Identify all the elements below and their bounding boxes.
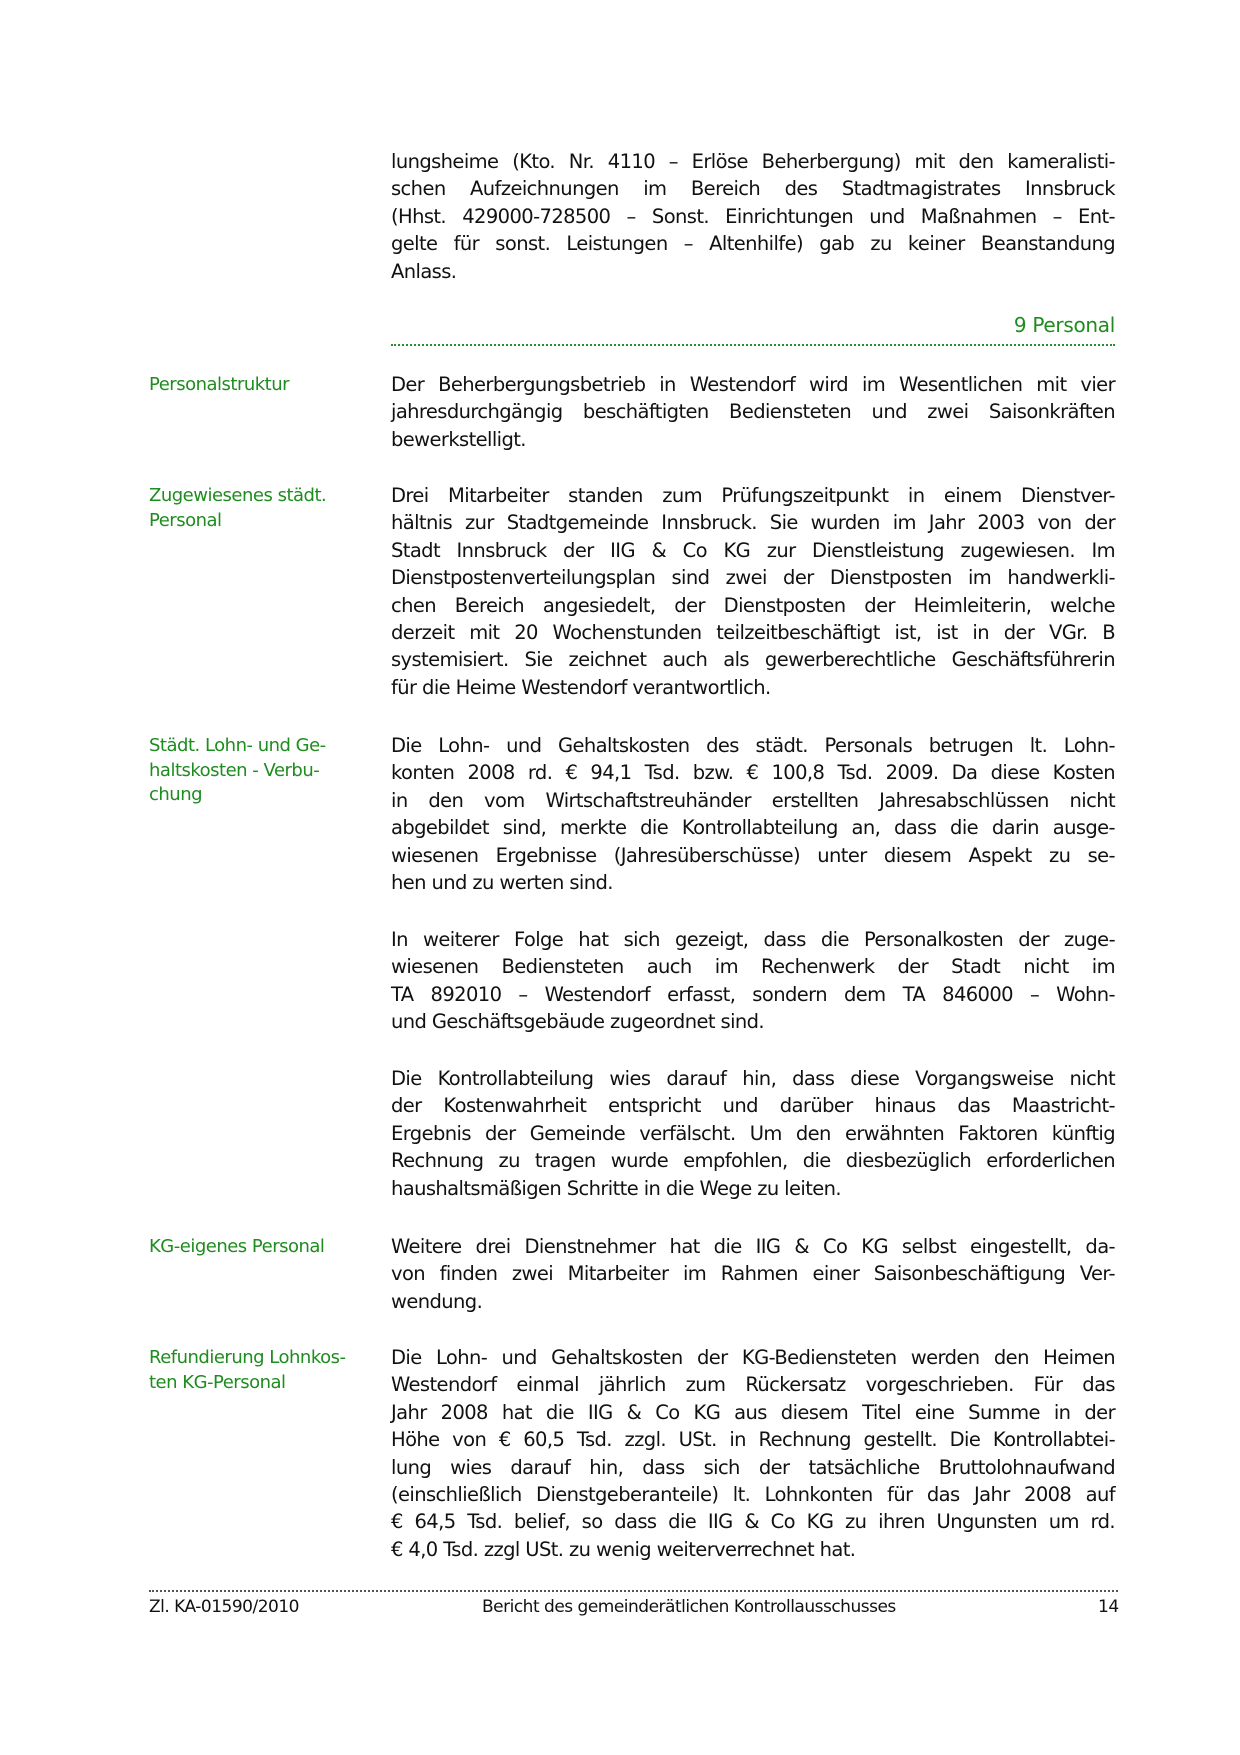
text-line: derzeit mit 20 Wochenstunden teilzeitbeschäftigt ist, ist in der VGr. B (391, 621, 1115, 645)
label-line: haltskosten - Verbu- (149, 759, 320, 781)
margin-label-lohnkosten-verbuchung (149, 734, 369, 808)
text-line: haushaltsmäßigen Schritte in die Wege zu leiten. (391, 1176, 842, 1200)
label-line: ten KG-Personal (149, 1371, 286, 1393)
text-line: (Hhst. 429000-728500 – Sonst. Einrichtungen und Maßnahmen – Ent- (391, 204, 1115, 228)
text-line: bewerkstelligt. (391, 427, 526, 451)
footer-divider (149, 1590, 1118, 1592)
label-line: chung (149, 784, 203, 806)
text-line: Westendorf einmal jährlich zum Rückersatz vorgeschrieben. Für das (391, 1373, 1115, 1397)
text-line: und Geschäftsgebäude zugeordnet sind. (391, 1010, 765, 1034)
footer-reference: Zl. KA-01590/2010 (149, 1597, 299, 1617)
text-line: der Kostenwahrheit entspricht und darüber hinaus das Maastricht- (391, 1094, 1115, 1118)
margin-label-zugewiesenes-personal (149, 484, 369, 533)
paragraph-refundierung (391, 1344, 1115, 1563)
text-line: Die Lohn- und Gehaltskosten der KG-Bediensteten werden den Heimen (391, 1346, 1115, 1369)
label-line: KG-eigenes Personal (149, 1236, 325, 1257)
text-line: Höhe von € 60,5 Tsd. zzgl. USt. in Rechnung gestellt. Die Kontrollabtei- (391, 1428, 1115, 1452)
text-line: in den vom Wirtschaftstreuhänder erstellten Jahresabschlüssen nicht (391, 788, 1115, 812)
paragraph-kg-eigenes-personal (391, 1233, 1115, 1315)
text-line: € 4,0 Tsd. zzgl USt. zu wenig weiterverrechnet hat. (391, 1537, 856, 1561)
label-line: Refundierung Lohnkos- (149, 1347, 346, 1368)
paragraph-lohnkosten-1 (391, 732, 1115, 896)
page-number: 14 (1098, 1597, 1119, 1617)
text-line: systemisiert. Sie zeichnet auch als gewerberechtliche Geschäftsführerin (391, 648, 1115, 672)
text-line: Weitere drei Dienstnehmer hat die IIG & Co KG selbst eingestellt, da- (391, 1235, 1115, 1258)
paragraph-zugewiesenes-personal (391, 482, 1115, 701)
label-line: Städt. Lohn- und Ge- (149, 735, 326, 756)
text-line: für die Heime Westendorf verantwortlich. (391, 675, 771, 699)
margin-label-personalstruktur (149, 373, 369, 398)
text-line: chen Bereich angesiedelt, der Dienstposten der Heimleiterin, welche (391, 593, 1115, 617)
text-line: Drei Mitarbeiter standen zum Prüfungszeitpunkt in einem Dienstver- (391, 484, 1115, 507)
text-line: Anlass. (391, 259, 457, 283)
footer-title: Bericht des gemeinderätlichen Kontrollausschusses (482, 1597, 896, 1617)
text-line: Jahr 2008 hat die IIG & Co KG aus diesem Titel eine Summe in der (391, 1400, 1115, 1424)
paragraph-lohnkosten-2 (391, 926, 1115, 1036)
text-line: gelte für sonst. Leistungen – Altenhilfe) gab zu keiner Beanstandung (391, 232, 1115, 256)
text-line: lung wies darauf hin, dass sich der tatsächliche Bruttolohnaufwand (391, 1455, 1115, 1479)
text-line: konten 2008 rd. € 94,1 Tsd. bzw. € 100,8 Tsd. 2009. Da diese Kosten (391, 761, 1115, 785)
text-line: wendung. (391, 1289, 483, 1313)
margin-label-refundierung (149, 1346, 369, 1395)
section-heading: 9 Personal (1013, 313, 1115, 337)
margin-label-kg-eigenes-personal (149, 1235, 369, 1260)
label-line: Zugewiesenes städt. (149, 485, 327, 506)
text-line: Ergebnis der Gemeinde verfälscht. Um den erwähnten Faktoren künftig (391, 1121, 1115, 1145)
text-line: Stadt Innsbruck der IIG & Co KG zur Dienstleistung zugewiesen. Im (391, 538, 1115, 562)
label-line: Personalstruktur (149, 374, 290, 395)
text-line: hältnis zur Stadtgemeinde Innsbruck. Sie wurden im Jahr 2003 von der (391, 511, 1115, 535)
heading-divider (391, 344, 1115, 346)
text-line: TA 892010 – Westendorf erfasst, sondern dem TA 846000 – Wohn- (391, 982, 1115, 1006)
text-line: schen Aufzeichnungen im Bereich des Stadtmagistrates Innsbruck (391, 177, 1115, 201)
text-line: In weiterer Folge hat sich gezeigt, dass die Personalkosten der zuge- (391, 928, 1115, 951)
text-line: wiesenen Bediensteten auch im Rechenwerk der Stadt nicht im (391, 955, 1115, 979)
text-line: € 64,5 Tsd. belief, so dass die IIG & Co KG zu ihren Ungunsten um rd. (391, 1510, 1115, 1534)
paragraph-lohnkosten-3 (391, 1065, 1115, 1202)
text-line: Dienstpostenverteilungsplan sind zwei der Dienstposten im handwerkli- (391, 566, 1115, 590)
text-line: jahresdurchgängig beschäftigten Bediensteten und zwei Saisonkräften (391, 400, 1115, 424)
text-line: wiesenen Ergebnisse (Jahresüberschüsse) unter diesem Aspekt zu se- (391, 843, 1115, 867)
text-line: Die Lohn- und Gehaltskosten des städt. Personals betrugen lt. Lohn- (391, 734, 1115, 757)
intro-paragraph (391, 148, 1115, 285)
label-line: Personal (149, 509, 222, 531)
text-line: Rechnung zu tragen wurde empfohlen, die diesbezüglich erforderlichen (391, 1149, 1115, 1173)
text-line: Die Kontrollabteilung wies darauf hin, dass diese Vorgangsweise nicht (391, 1067, 1115, 1090)
text-line: von finden zwei Mitarbeiter im Rahmen einer Saisonbeschäftigung Ver- (391, 1262, 1115, 1286)
text-line: hen und zu werten sind. (391, 871, 613, 895)
text-line: (einschließlich Dienstgeberanteile) lt. Lohnkonten für das Jahr 2008 auf (391, 1483, 1115, 1507)
text-line: Der Beherbergungsbetrieb in Westendorf wird im Wesentlichen mit vier (391, 373, 1115, 396)
paragraph-personalstruktur (391, 371, 1115, 453)
text-line: lungsheime (Kto. Nr. 4110 – Erlöse Beherbergung) mit den kameralisti- (391, 150, 1115, 173)
text-line: abgebildet sind, merkte die Kontrollabteilung an, dass die darin ausge- (391, 816, 1115, 840)
